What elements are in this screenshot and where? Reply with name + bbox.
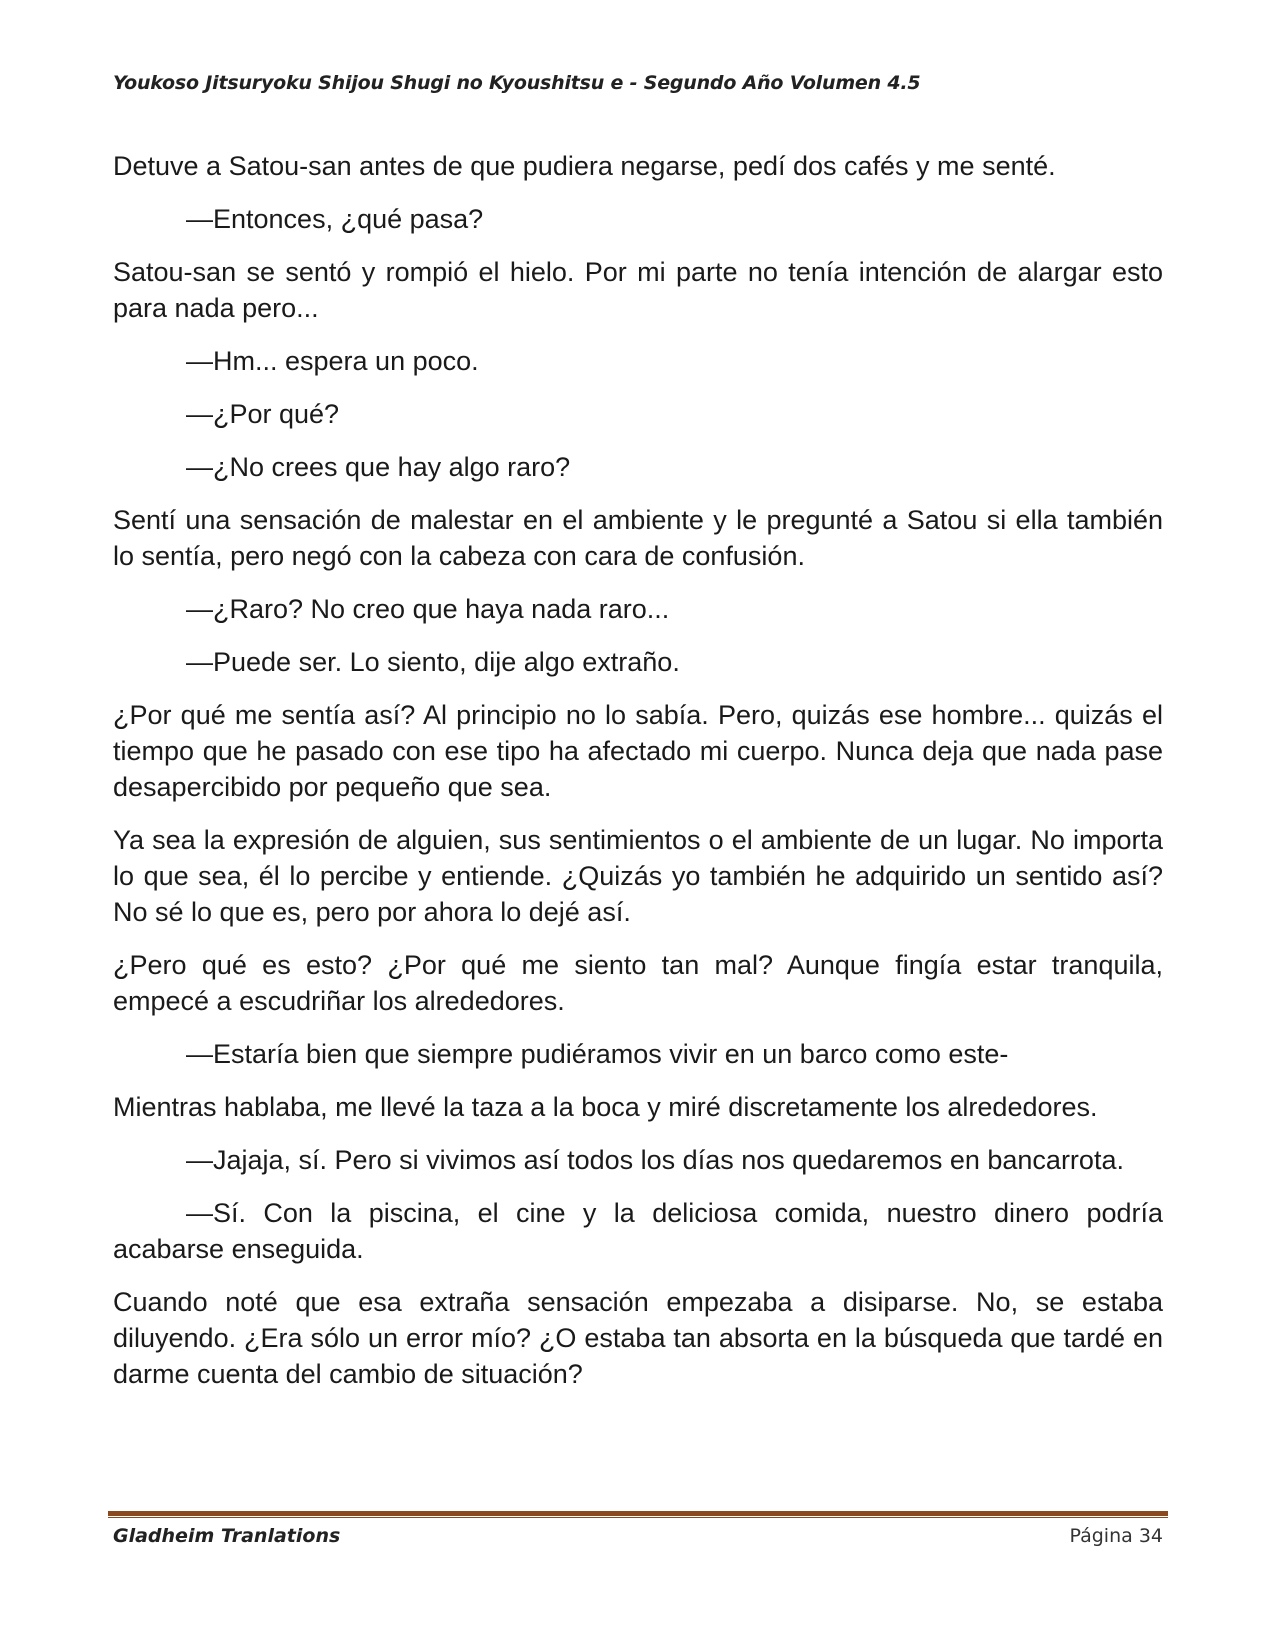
dialogue-line: —Hm... espera un poco. <box>186 346 479 376</box>
paragraph: Cuando noté que esa extraña sensación empezaba a disiparse. No, se estaba diluyendo. ¿Era sólo un error mío? ¿O estaba tan absorta en la búsqueda que tardé en darme cuenta del cambio de situación? <box>113 1287 1163 1389</box>
dialogue-line: —Entonces, ¿qué pasa? <box>186 204 484 234</box>
dialogue-line: —¿No crees que hay algo raro? <box>186 452 571 482</box>
paragraph: Ya sea la expresión de alguien, sus sentimientos o el ambiente de un lugar. No importa lo que sea, él lo percibe y entiende. ¿Quizás yo también he adquirido un sentido así? No sé lo que es, pero por ahora lo dejé así. <box>113 825 1163 927</box>
paragraph: Mientras hablaba, me llevé la taza a la boca y miré discretamente los alrededores. <box>113 1092 1098 1122</box>
dialogue-line: —Estaría bien que siempre pudiéramos vivir en un barco como este- <box>186 1039 1009 1069</box>
paragraph: Sentí una sensación de malestar en el ambiente y le pregunté a Satou si ella también lo sentía, pero negó con la cabeza con cara de confusión. <box>113 505 1163 571</box>
dialogue-line: —Sí. Con la piscina, el cine y la deliciosa comida, nuestro dinero podría acabarse enseguida. <box>113 1198 1163 1264</box>
paragraph: Detuve a Satou-san antes de que pudiera negarse, pedí dos cafés y me senté. <box>113 151 1056 181</box>
footer-divider <box>108 1511 1168 1518</box>
dialogue-line: —Jajaja, sí. Pero si vivimos así todos los días nos quedaremos en bancarrota. <box>186 1145 1124 1175</box>
body-text <box>113 148 1163 1409</box>
dialogue-line: —¿Raro? No creo que haya nada raro... <box>186 594 670 624</box>
footer-divider-thick <box>108 1511 1168 1516</box>
dialogue-line: —¿Por qué? <box>186 399 340 429</box>
dialogue-line: —Puede ser. Lo siento, dije algo extraño. <box>186 647 680 677</box>
paragraph: ¿Por qué me sentía así? Al principio no lo sabía. Pero, quizás ese hombre... quizás el tiempo que he pasado con ese tipo ha afectado mi cuerpo. Nunca deja que nada pase desapercibido por pequeño que sea. <box>113 700 1163 802</box>
page-number-label <box>1069 1525 1163 1547</box>
running-header: Youkoso Jitsuryoku Shijou Shugi no Kyoushitsu e - Segundo Año Volumen 4.5 <box>113 72 921 94</box>
footer-divider-thin <box>108 1517 1168 1518</box>
footer-credit: Gladheim Tranlations <box>113 1525 341 1547</box>
paragraph: ¿Pero qué es esto? ¿Por qué me siento tan mal? Aunque fingía estar tranquila, empecé a escudriñar los alrededores. <box>113 950 1163 1016</box>
page-label: Página <box>1069 1525 1133 1547</box>
page-number: 34 <box>1138 1525 1163 1547</box>
paragraph: Satou-san se sentó y rompió el hielo. Por mi parte no tenía intención de alargar esto para nada pero... <box>113 257 1163 323</box>
